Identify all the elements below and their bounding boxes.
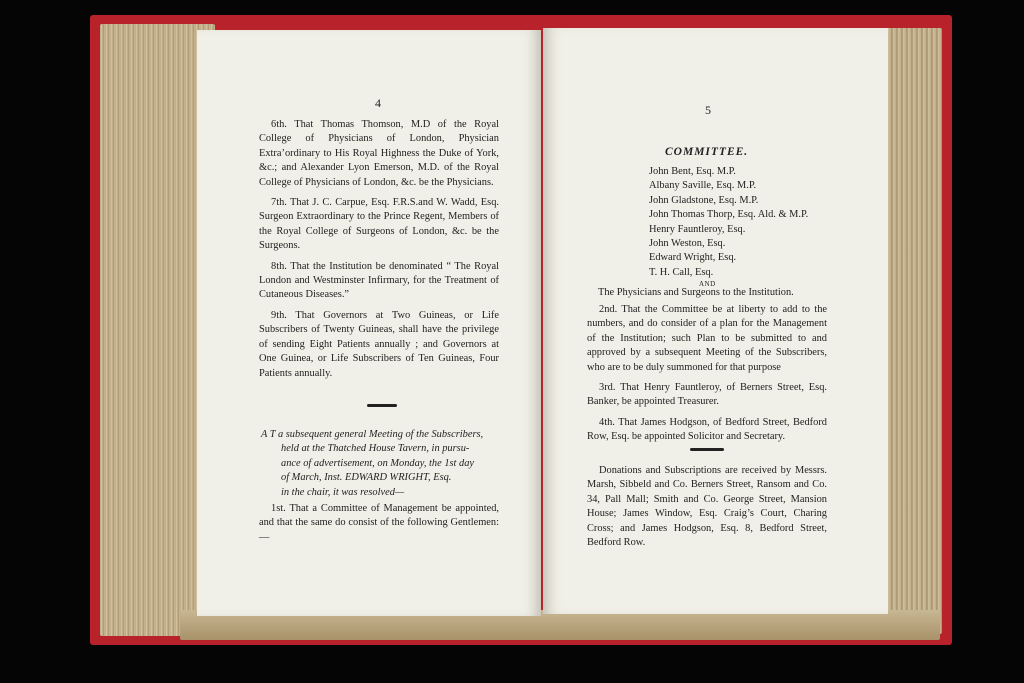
committee-member: John Thomas Thorp, Esq. Ald. & M.P.	[649, 209, 809, 221]
item-6: 6th. That Thomas Thomson, M.D of the Royal College of Physicians of London, Physician Extra’ordinary to His Royal Highness the Duke of York, &c.; and Alexander Lyon Emerson, M.D. of the Royal College of Physicians of London, &c. be the Physicians.	[259, 119, 499, 188]
left-page-item-1	[259, 502, 499, 551]
resolution-line-5: in the chair, it was resolved—	[281, 486, 405, 498]
right-page-items	[587, 303, 827, 451]
donations-text: Donations and Subscriptions are received by Messrs. Marsh, Sibbeld and Co. Berners Street, Ransom and Co. 34, Pall Mall; Smith and Co. George Street, Mansion House; James Window, Esq. Craig’s Court, Charing Cross; and James Hodgson, Esq. 8, Bedford Street, Bedford Row.	[587, 465, 827, 549]
committee-member: John Weston, Esq.	[649, 238, 726, 250]
item-4: 4th. That James Hodgson, of Bedford Street, Bedford Row, Esq. be appointed Solicitor and Secretary.	[587, 416, 827, 443]
item-7: 7th. That J. C. Carpue, Esq. F.R.S.and W. Wadd, Esq. Surgeon Extraordinary to the Prince Regent, Members of the Royal College of Surgeons of London, &c. be the Surgeons.	[259, 197, 499, 252]
and-word: AND	[699, 280, 716, 288]
resolution-line-3: ance of advertisement, on Monday, the 1st day	[281, 457, 475, 469]
resolution-line-2: held at the Thatched House Tavern, in pursu-	[281, 443, 470, 455]
committee-title: COMMITTEE.	[665, 146, 749, 158]
right-page-number: 5	[705, 103, 711, 117]
item-2: 2nd. That the Committee be at liberty to add to the numbers, and do consider of a plan for the Management of the Institution; such Plan to be submitted to and approved by a subsequent Meeting of the Subscribers, who are to be duly summoned for that purpose	[587, 304, 827, 373]
committee-member: Henry Fauntleroy, Esq.	[649, 223, 746, 235]
committee-member: Edward Wright, Esq.	[649, 252, 737, 264]
item-1: 1st. That a Committee of Management be appointed, and that the same do consist of the following Gentlemen:—	[259, 503, 499, 543]
committee-member: Albany Saville, Esq. M.P.	[649, 180, 757, 192]
committee-member: John Gladstone, Esq. M.P.	[649, 194, 759, 206]
resolution-line-1: A T a subsequent general Meeting of the Subscribers,	[261, 429, 484, 440]
left-page-items	[259, 118, 499, 387]
section-divider-right	[690, 448, 724, 451]
resolution-heading	[261, 428, 501, 500]
resolution-line-4: of March, Inst. EDWARD WRIGHT, Esq.	[281, 472, 452, 484]
item-3: 3rd. That Henry Fauntleroy, of Berners Street, Esq. Banker, be appointed Treasurer.	[587, 382, 827, 408]
item-9: 9th. That Governors at Two Guineas, or Life Subscribers of Twenty Guineas, shall have the privilege of sending Eight Patients annually ; and Governors at One Guinea, or Life Subscribers of Ten Guineas, Four Patients annually.	[259, 309, 499, 379]
right-page	[543, 28, 888, 614]
item-8: 8th. That the Institution be denominated “ The Royal London and Westminster Infirmary, for the Treatment of Cutaneous Diseases.”	[259, 260, 499, 301]
section-divider-left	[367, 404, 397, 407]
left-page	[197, 30, 541, 616]
physicians-line: The Physicians and Surgeons to the Institution.	[598, 287, 794, 298]
committee-members	[649, 165, 808, 280]
committee-member: John Bent, Esq. M.P.	[649, 166, 736, 177]
donations-notice	[587, 464, 827, 556]
committee-member: T. H. Call, Esq.	[649, 266, 714, 278]
left-page-number: 4	[375, 96, 381, 110]
